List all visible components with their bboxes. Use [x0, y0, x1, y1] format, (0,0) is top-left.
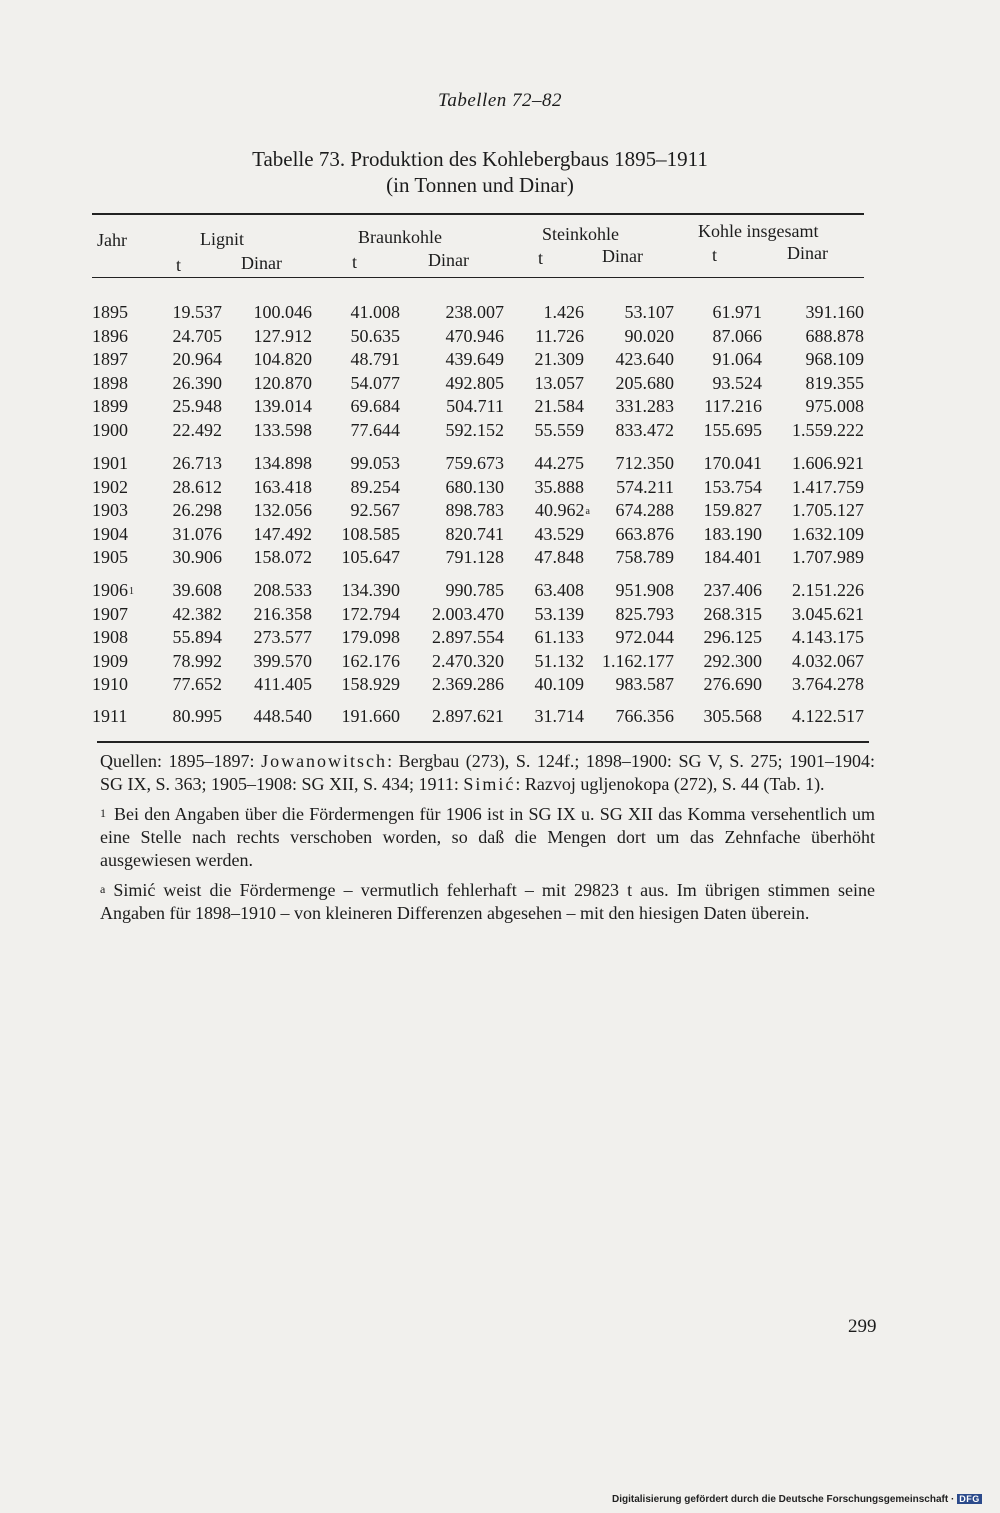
braun-dinar-cell: 439.649 [445, 349, 504, 370]
stein-t-cell: 13.057 [534, 372, 584, 393]
year-cell [92, 580, 134, 601]
lignit-t-cell: 26.713 [172, 453, 222, 473]
braun-dinar-cell: 680.130 [445, 476, 504, 497]
header-braunkohle: Braunkohle [358, 227, 442, 247]
lignit-dinar-cell: 163.418 [253, 476, 312, 497]
year-cell: 1896 [92, 325, 128, 346]
braun-t-cell: 48.791 [350, 349, 400, 370]
footnote-a-mark: a [100, 882, 106, 896]
stein-t-cell: 43.529 [534, 523, 584, 544]
total-t-cell: 91.064 [712, 349, 762, 370]
header-steinkohle-dinar: Dinar [602, 246, 643, 266]
braun-dinar-cell: 759.673 [445, 453, 504, 473]
braun-t-cell: 134.390 [341, 580, 400, 600]
braun-t-cell: 99.053 [350, 453, 400, 473]
table-row-group [92, 580, 864, 698]
lignit-dinar-cell: 158.072 [253, 547, 312, 568]
sources-author-2: Simić [463, 774, 516, 794]
table-row [92, 603, 864, 628]
braun-t-cell: 105.647 [341, 547, 400, 568]
braun-t-cell: 54.077 [350, 372, 400, 393]
braun-dinar-cell: 470.946 [445, 325, 504, 346]
table-row-group [92, 453, 864, 571]
lignit-dinar-cell: 133.598 [253, 419, 312, 440]
lignit-dinar-cell: 448.540 [253, 706, 312, 726]
stein-dinar-cell: 712.350 [615, 453, 674, 473]
stein-t-cell: 40.109 [534, 674, 584, 695]
braun-dinar-cell: 791.128 [445, 547, 504, 568]
header-jahr: Jahr [97, 230, 127, 250]
table-row [92, 476, 864, 501]
braun-t-cell: 179.098 [341, 627, 400, 648]
braun-dinar-cell: 2.369.286 [432, 674, 504, 695]
table-row [92, 547, 864, 571]
braun-t-cell: 162.176 [341, 650, 400, 671]
header-bottom-rule [92, 277, 864, 278]
lignit-dinar-cell: 399.570 [253, 650, 312, 671]
year-cell: 1910 [92, 674, 128, 695]
year-cell: 1897 [92, 349, 128, 370]
total-dinar-cell: 975.008 [805, 396, 864, 417]
footnote-1-marker: 1 [129, 586, 134, 597]
total-dinar-cell: 391.160 [805, 302, 864, 322]
year-cell: 1895 [92, 302, 128, 322]
year-cell: 1905 [92, 547, 128, 568]
lignit-dinar-cell: 147.492 [253, 523, 312, 544]
stein-dinar-cell: 825.793 [615, 603, 674, 624]
stein-t-cell: 55.559 [534, 419, 584, 440]
header-lignit: Lignit [200, 229, 244, 249]
header-braunkohle-dinar: Dinar [428, 250, 469, 270]
running-head: Tabellen 72–82 [438, 90, 562, 111]
lignit-dinar-cell: 273.577 [253, 627, 312, 648]
lignit-dinar-cell: 216.358 [253, 603, 312, 624]
total-dinar-cell: 688.878 [805, 325, 864, 346]
total-t-cell: 305.568 [703, 706, 762, 726]
total-dinar-cell: 4.122.517 [792, 706, 864, 726]
stein-dinar-cell: 833.472 [615, 419, 674, 440]
lignit-dinar-cell: 411.405 [254, 674, 312, 695]
table-row [92, 706, 864, 730]
lignit-dinar-cell: 139.014 [253, 396, 312, 417]
total-dinar-cell: 1.632.109 [792, 523, 864, 544]
total-dinar-cell: 4.143.175 [792, 627, 864, 648]
table-title [0, 146, 960, 198]
stein-dinar-cell: 663.876 [615, 523, 674, 544]
table-row [92, 674, 864, 698]
table-row [92, 396, 864, 420]
total-t-cell: 153.754 [703, 476, 762, 497]
stein-t-cell: 51.132 [534, 650, 584, 671]
total-dinar-cell: 4.032.067 [792, 650, 864, 671]
sources-end: : Razvoj ugljenokopa (272), S. 44 (Tab. 1). [515, 774, 825, 794]
stein-dinar-cell: 1.162.177 [602, 650, 674, 671]
table-notes [100, 750, 875, 932]
table-title-line-2: (in Tonnen und Dinar) [386, 173, 574, 197]
total-t-cell: 184.401 [703, 547, 762, 568]
total-t-cell: 276.690 [703, 674, 762, 695]
table-row-group [92, 706, 864, 730]
page-number: 299 [848, 1316, 877, 1337]
stein-t-cell: 63.408 [534, 580, 584, 600]
braun-t-cell: 50.635 [350, 325, 400, 346]
braun-dinar-cell: 2.897.554 [432, 627, 504, 648]
sources-prefix: Quellen: 1895–1897: [100, 751, 262, 771]
braun-dinar-cell: 898.783 [445, 500, 504, 521]
stein-t-cell: 21.309 [534, 349, 584, 370]
year-cell: 1908 [92, 627, 128, 648]
year-cell: 1898 [92, 372, 128, 393]
total-t-cell: 155.695 [703, 419, 762, 440]
braun-dinar-cell: 238.007 [445, 302, 504, 322]
digitization-footer [612, 1494, 987, 1505]
year-cell: 1911 [92, 706, 128, 726]
stein-t-cell: 11.726 [535, 325, 584, 346]
year-cell: 1907 [92, 603, 128, 624]
lignit-dinar-cell: 100.046 [253, 302, 312, 322]
header-steinkohle-t: t [538, 248, 544, 268]
lignit-dinar-cell: 120.870 [253, 372, 312, 393]
table-row [92, 627, 864, 651]
braun-t-cell: 108.585 [341, 523, 400, 544]
table-bottom-rule [97, 741, 869, 743]
braun-dinar-cell: 2.897.621 [432, 706, 504, 726]
total-t-cell: 268.315 [703, 603, 762, 624]
stein-dinar-cell: 674.288 [615, 500, 674, 521]
braun-dinar-cell: 592.152 [445, 419, 504, 440]
header-lignit-t: t [176, 255, 182, 275]
lignit-t-cell: 42.382 [172, 603, 222, 624]
braun-dinar-cell: 2.003.470 [432, 603, 504, 624]
footer-text: Digitalisierung gefördert durch die Deutsche Forschungsgemeinschaft · [612, 1494, 955, 1505]
lignit-t-cell: 78.992 [172, 650, 222, 671]
braun-t-cell: 77.644 [350, 419, 400, 440]
total-dinar-cell: 1.705.127 [792, 500, 864, 521]
braun-t-cell: 191.660 [341, 706, 400, 726]
lignit-dinar-cell: 208.533 [253, 580, 312, 600]
sources-author-1: Jowanowitsch [261, 751, 388, 771]
footnote-1-text: Bei den Angaben über die Fördermengen für 1906 ist in SG IX u. SG XII das Komma versehentlich um eine Stelle nach rechts verschoben worden, so daß die Mengen dort um das Zehnfache überhöht ausgewiesen werden. [100, 804, 875, 870]
stein-dinar-cell: 951.908 [615, 580, 674, 600]
total-t-cell: 170.041 [703, 453, 762, 473]
total-t-cell: 61.971 [712, 302, 762, 322]
braun-t-cell: 92.567 [350, 500, 400, 521]
stein-t-value: 40.962 [535, 500, 585, 521]
lignit-dinar-cell: 134.898 [253, 453, 312, 473]
footnote-a-text: Simić weist die Fördermenge – vermutlich fehlerhaft – mit 29823 t aus. Im übrigen stimmen seine Angaben für 1898–1910 – von kleineren Differenzen abgesehen – mit den hiesigen Daten überein. [100, 880, 875, 923]
year-cell: 1901 [92, 453, 128, 473]
header-steinkohle: Steinkohle [542, 224, 619, 244]
stein-dinar-cell: 90.020 [624, 325, 674, 346]
table-row [92, 349, 864, 373]
stein-dinar-cell: 758.789 [615, 547, 674, 568]
total-dinar-cell: 1.606.921 [792, 453, 864, 473]
stein-t-cell: 31.714 [534, 706, 584, 726]
lignit-t-cell: 20.964 [172, 349, 222, 370]
braun-dinar-cell: 990.785 [445, 580, 504, 600]
total-dinar-cell: 3.045.621 [792, 603, 864, 624]
header-kohle-insgesamt-t: t [712, 245, 718, 265]
lignit-dinar-cell: 127.912 [253, 325, 312, 346]
stein-dinar-cell: 766.356 [615, 706, 674, 726]
header-lignit-dinar: Dinar [241, 253, 282, 273]
footnote-a [100, 879, 875, 925]
footnote-a-marker: a [585, 506, 590, 518]
braun-dinar-cell: 504.711 [446, 396, 504, 417]
stein-t-cell: 35.888 [534, 476, 584, 497]
total-t-cell: 183.190 [703, 523, 762, 544]
lignit-t-cell: 77.652 [172, 674, 222, 695]
braun-t-cell: 41.008 [350, 302, 400, 322]
year-value: 1906 [92, 580, 128, 600]
total-t-cell: 159.827 [703, 500, 762, 521]
header-kohle-insgesamt: Kohle insgesamt [698, 221, 819, 241]
braun-dinar-cell: 820.741 [445, 523, 504, 544]
lignit-t-cell: 26.390 [172, 372, 222, 393]
total-dinar-cell: 1.417.759 [792, 476, 864, 497]
stein-t-value: 1.426 [543, 302, 584, 322]
lignit-t-cell: 31.076 [172, 523, 222, 544]
footnote-1 [100, 803, 875, 872]
total-t-cell: 237.406 [703, 580, 762, 600]
table-top-rule [92, 213, 864, 215]
total-dinar-cell: 819.355 [805, 372, 864, 393]
total-dinar-cell: 1.707.989 [792, 547, 864, 568]
total-t-cell: 296.125 [703, 627, 762, 648]
total-dinar-cell: 1.559.222 [792, 419, 864, 440]
stein-t-cell [535, 500, 590, 521]
stein-dinar-cell: 331.283 [615, 396, 674, 417]
lignit-t-cell: 22.492 [172, 419, 222, 440]
table-row [92, 453, 864, 477]
stein-dinar-cell: 972.044 [615, 627, 674, 648]
lignit-t-cell: 19.537 [172, 302, 222, 322]
total-t-cell: 93.524 [712, 372, 762, 393]
table-title-line-1: Tabelle 73. Produktion des Kohlebergbaus 1895–1911 [252, 147, 708, 171]
year-cell: 1899 [92, 396, 128, 417]
lignit-t-cell: 26.298 [172, 500, 222, 521]
total-t-cell: 117.216 [704, 396, 762, 417]
year-cell: 1903 [92, 500, 128, 521]
braun-dinar-cell: 2.470.320 [432, 650, 504, 671]
stein-t-cell: 61.133 [534, 627, 584, 648]
table-row-group [92, 302, 864, 444]
braun-t-cell: 69.684 [350, 396, 400, 417]
table-row [92, 325, 864, 350]
year-cell: 1904 [92, 523, 128, 544]
year-cell: 1902 [92, 476, 128, 497]
stein-dinar-cell: 983.587 [615, 674, 674, 695]
header-kohle-insgesamt-dinar: Dinar [787, 243, 828, 263]
total-dinar-cell: 968.109 [805, 349, 864, 370]
lignit-t-cell: 25.948 [172, 396, 222, 417]
stein-t-cell: 47.848 [534, 547, 584, 568]
lignit-dinar-cell: 104.820 [253, 349, 312, 370]
lignit-t-cell: 24.705 [172, 325, 222, 346]
sources-mid: : Bergbau (273), S. 124f.; 1898–1900: SG V, S. 275; 1901–1904: SG IX, S. 363; 1905–1908: SG XII, S. 434; 1911: [100, 751, 875, 794]
sources-note [100, 750, 875, 796]
lignit-t-cell: 30.906 [172, 547, 222, 568]
lignit-t-cell: 39.608 [172, 580, 222, 600]
table-row [92, 580, 864, 604]
year-cell: 1909 [92, 650, 128, 671]
lignit-t-cell: 55.894 [172, 627, 222, 648]
stein-dinar-cell: 574.211 [616, 476, 674, 497]
lignit-t-cell: 28.612 [172, 476, 222, 497]
table-row [92, 372, 864, 397]
table-row [92, 523, 864, 548]
total-t-cell: 292.300 [703, 650, 762, 671]
total-t-cell: 87.066 [712, 325, 762, 346]
stein-t-cell [544, 302, 585, 323]
footnote-1-mark: 1 [100, 806, 106, 820]
lignit-t-cell: 80.995 [172, 706, 222, 726]
table-row [92, 650, 864, 675]
braun-dinar-cell: 492.805 [445, 372, 504, 393]
year-cell: 1900 [92, 419, 128, 440]
stein-dinar-cell: 205.680 [615, 372, 674, 393]
stein-t-cell: 53.139 [534, 603, 584, 624]
table-row [92, 419, 864, 444]
table-row [92, 500, 864, 524]
braun-t-cell: 89.254 [350, 476, 400, 497]
total-dinar-cell: 3.764.278 [792, 674, 864, 695]
lignit-dinar-cell: 132.056 [253, 500, 312, 521]
table-row [92, 302, 864, 326]
braun-t-cell: 158.929 [341, 674, 400, 695]
dfg-logo-icon: DFG [959, 1494, 980, 1504]
header-braunkohle-t: t [352, 252, 358, 272]
stein-t-cell: 44.275 [534, 453, 584, 473]
braun-t-cell: 172.794 [341, 603, 400, 624]
stein-dinar-cell: 53.107 [624, 302, 674, 322]
total-dinar-cell: 2.151.226 [792, 580, 864, 600]
stein-t-cell: 21.584 [534, 396, 584, 417]
stein-dinar-cell: 423.640 [615, 349, 674, 370]
